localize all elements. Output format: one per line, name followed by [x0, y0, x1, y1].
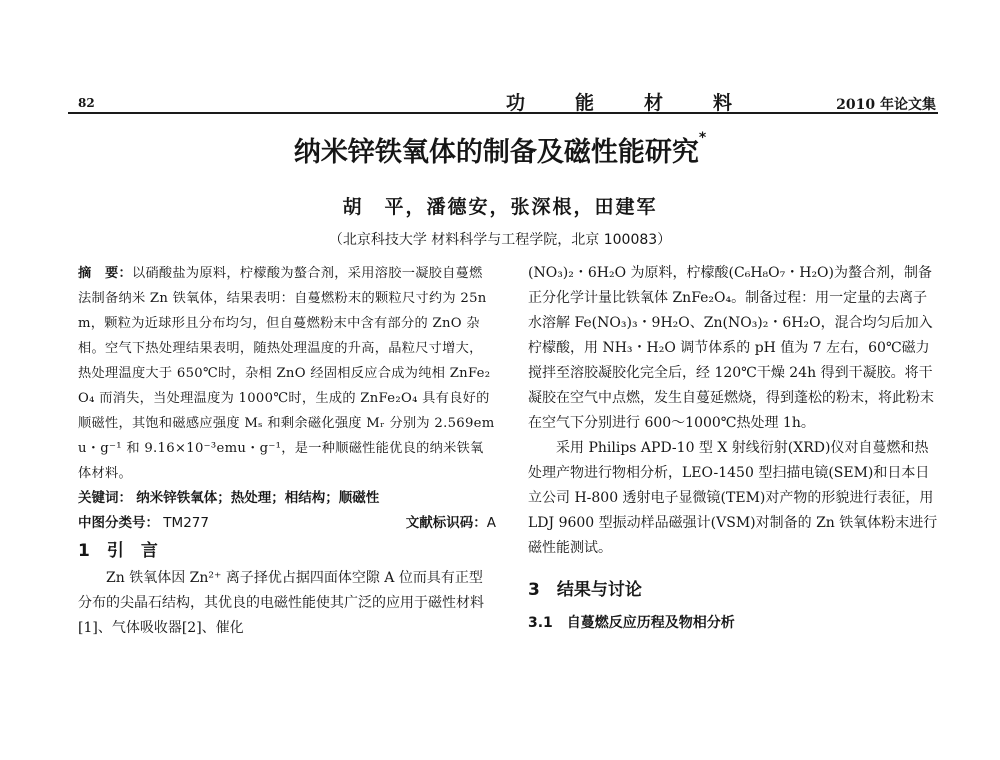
- characterization-paragraph: 采用 Philips APD-10 型 X 射线衍射(XRD)仪对自蔓燃和热处理产物进行物相分析，LEO-1450 型扫描电镜(SEM)和日本日立公司 H-800 透射电子显微镜(TEM)对产物的形貌进行表征，用 LDJ 9600 型振动样品磁强计(VSM)对制备的 Zn 铁氧体粉末进行磁性能测试。: [528, 440, 938, 556]
- methods-paragraph: (NO₃)₂・6H₂O 为原料，柠檬酸(C₆H₈O₇・H₂O)为螯合剂，制备正分化学计量比铁氧体 ZnFe₂O₄。制备过程：用一定量的去离子水溶解 Fe(NO₃)₃・9H₂O、Zn(NO₃)₂・6H₂O，混合均匀后加入柠檬酸，用 NH₃・H₂O 调节体系的 pH 值为 7 左右，60℃磁力搅拌至溶胶凝胶化完全后，经 120℃干燥 24h 得到干凝胶。将干凝胶在空气中点燃，发生自蔓延燃烧，得到蓬松的粉末，将此粉末在空气下分别进行 600～1000℃热处理 1h。: [528, 265, 934, 431]
- keywords-value: 纳米锌铁氧体；热处理；相结构；顺磁性: [136, 490, 380, 506]
- page-number: 82: [78, 96, 95, 110]
- abstract-text: 以硝酸盐为原料，柠檬酸为螯合剂，采用溶胶一凝胶自蔓燃法制备纳米 Zn 铁氧体，结果表明：自蔓燃粉末的颗粒尺寸约为 25nm，颗粒为近球形且分布均匀，但自蔓燃粉末中含有部分的 ZnO 杂相。空气下热处理结果表明，随热处理温度的升高，晶粒尺寸增大，热处理温度大于 650℃时，杂相 ZnO 经固相反应合成为纯相 ZnFe₂O₄ 而消失，当处理温度为 1000℃时，生成的 ZnFe₂O₄ 具有良好的顺磁性，其饱和磁感应强度 Mₛ 和剩余磁化强度 Mᵣ 分别为 2.569emu・g⁻¹ 和 9.16×10⁻³emu・g⁻¹，是一种顺磁性能优良的纳米铁氧体材料。: [78, 266, 495, 481]
- classification-line: [78, 511, 496, 536]
- paper-title-text: 纳米锌铁氧体的制备及磁性能研究: [293, 137, 699, 168]
- abstract-label: 摘 要：: [78, 266, 132, 281]
- running-header: [68, 86, 938, 114]
- edition-label: 2010 年论文集: [836, 97, 936, 113]
- clc-value: TM277: [163, 515, 209, 531]
- section-heading-introduction: 1 引 言: [78, 541, 158, 561]
- journal-name: 功能材料: [506, 92, 783, 114]
- clc-group: [78, 511, 209, 536]
- subsection-heading-3-1: 3.1 自蔓燃反应历程及物相分析: [528, 615, 735, 631]
- section-heading-results: 3 结果与讨论: [528, 580, 642, 600]
- doc-code-label: 文献标识码：: [405, 515, 487, 531]
- keywords-label: 关键词：: [78, 490, 132, 506]
- intro-paragraph: Zn 铁氧体因 Zn²⁺ 离子择优占据四面体空隙 A 位而具有正型分布的尖晶石结构，其优良的电磁性能使其广泛的应用于磁性材料[1]、气体吸收器[2]、催化: [78, 570, 484, 636]
- clc-label: 中图分类号：: [78, 515, 159, 531]
- left-column: [78, 261, 496, 641]
- author-list: 胡 平，潘德安，张深根，田建军: [342, 196, 658, 218]
- title-footnote-mark: *: [698, 130, 707, 146]
- right-column: [528, 261, 940, 636]
- abstract: [78, 261, 496, 486]
- doc-code-group: [406, 511, 496, 536]
- keywords: [78, 486, 496, 511]
- affiliation: （北京科技大学 材料科学与工程学院，北京 100083）: [328, 232, 672, 248]
- doc-code-value: A: [486, 515, 496, 531]
- paper-title: [0, 130, 1000, 169]
